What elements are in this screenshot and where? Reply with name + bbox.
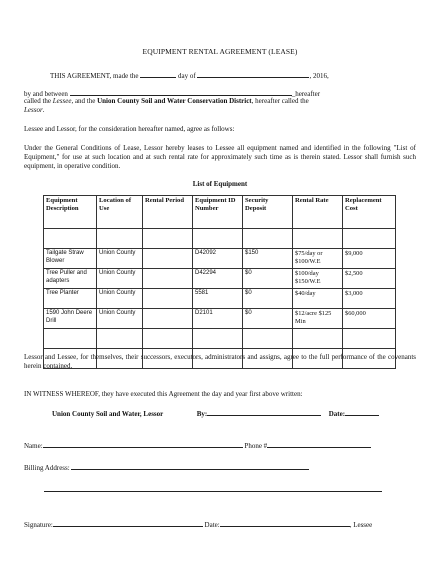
header-equipment-id: Equipment ID Number (193, 196, 243, 229)
list-of-equipment-title: List of Equipment (192, 180, 248, 188)
table-cell[interactable]: $9,000 (343, 249, 396, 269)
header-replacement-cost: Replacement Cost (343, 196, 396, 229)
table-row (44, 329, 396, 349)
table-cell[interactable]: Tree Planter (44, 289, 97, 309)
billing-address-row (24, 462, 416, 473)
table-row (44, 289, 396, 309)
billing-address-field[interactable] (71, 462, 309, 470)
lessor-date-field[interactable] (345, 408, 379, 416)
table-cell[interactable] (193, 329, 243, 349)
table-cell[interactable]: Union County (97, 309, 143, 329)
phone-label: Phone # (244, 442, 268, 450)
year-text: , 2016, (309, 72, 329, 80)
lessor-signature-row (52, 408, 440, 419)
successors-paragraph: Lessor and Lessee, for themselves, their successors, executors, administrators and assigns, agree to the full performance of the covenants herein contained. (24, 353, 416, 370)
lessee-signature-row (24, 519, 416, 530)
lessor-term: Lessor (24, 106, 43, 114)
lessee-term: Lessee (52, 97, 72, 105)
table-cell[interactable]: 1590 John Deere Drill (44, 309, 97, 329)
consideration-paragraph: Lessee and Lessor, for the consideration hereafter named, agree as follows: (24, 125, 235, 133)
table-cell[interactable] (193, 229, 243, 249)
table-cell[interactable]: $40/day (293, 289, 343, 309)
table-cell[interactable]: 5581 (193, 289, 243, 309)
name-label: Name: (24, 442, 43, 450)
hereafter-text: _hereafter (291, 90, 321, 98)
table-cell[interactable] (293, 229, 343, 249)
table-cell[interactable] (143, 269, 193, 289)
by-label: By: (196, 410, 208, 418)
table-cell[interactable] (143, 229, 193, 249)
table-cell[interactable]: $75/day or $100/W.E (293, 249, 343, 269)
table-cell[interactable]: $12/acre $125 Min (293, 309, 343, 329)
lessee-name-field[interactable] (70, 88, 292, 96)
table-cell[interactable]: $0 (243, 269, 293, 289)
equipment-table (43, 195, 396, 369)
table-row (44, 249, 396, 269)
header-security-deposit: Security Deposit (243, 196, 293, 229)
lessor-label: Union County Soil and Water, Lessor (52, 410, 164, 418)
table-row (44, 309, 396, 329)
table-row (44, 269, 396, 289)
table-cell[interactable] (143, 329, 193, 349)
header-location-of-use: Location of Use (97, 196, 143, 229)
table-cell[interactable] (143, 309, 193, 329)
table-cell[interactable] (44, 329, 97, 349)
lessee-label: , Lessee (349, 521, 373, 529)
day-field[interactable] (140, 70, 176, 78)
this-agreement-text: THIS AGREEMENT, made the (50, 72, 139, 80)
table-cell[interactable]: $0 (243, 309, 293, 329)
conditions-paragraph: Under the General Conditions of Lease, Lessor hereby leases to Lessee all equipment named and identified in the following "List of Equipment," for use at such location and at such rental rate for approximately such time as is therein stated. Lessor shall furnish such equipment, in operative condition. (24, 144, 416, 170)
header-rental-period: Rental Period (143, 196, 193, 229)
table-cell[interactable] (343, 229, 396, 249)
table-cell[interactable] (293, 329, 343, 349)
table-cell[interactable]: $0 (243, 289, 293, 309)
table-cell[interactable]: D42294 (193, 269, 243, 289)
phone-field[interactable] (267, 440, 371, 448)
table-cell[interactable] (97, 229, 143, 249)
lessee-signature-field[interactable] (53, 519, 203, 527)
table-cell[interactable] (97, 329, 143, 349)
table-cell[interactable]: $3,000 (343, 289, 396, 309)
table-cell[interactable] (143, 289, 193, 309)
table-cell[interactable]: $100/day $150/W.E (293, 269, 343, 289)
parties-line-2: called the Lessee, and the Union County Soil and Water Conservation District, hereafter called the (24, 97, 309, 105)
table-cell[interactable]: $60,000 (343, 309, 396, 329)
lessee-date-field[interactable] (220, 519, 350, 527)
by-and-between-text: by and between (24, 90, 68, 98)
header-rental-rate: Rental Rate (293, 196, 343, 229)
district-name: Union County Soil and Water Conservation District (97, 97, 252, 105)
lessee-date-label: Date: (204, 521, 220, 529)
agreement-date-line (50, 70, 440, 81)
billing-address-label: Billing Address: (24, 464, 70, 472)
table-cell[interactable] (143, 249, 193, 269)
table-cell[interactable] (243, 229, 293, 249)
name-field[interactable] (43, 440, 243, 448)
table-cell[interactable]: Tree Puller and adapters (44, 269, 97, 289)
table-cell[interactable]: Union County (97, 289, 143, 309)
table-cell[interactable]: $2,500 (343, 269, 396, 289)
month-field[interactable] (197, 70, 309, 78)
billing-address-field-2[interactable] (44, 484, 382, 492)
table-cell[interactable] (343, 329, 396, 349)
table-header-row (44, 196, 396, 229)
header-equipment-description: Equipment Description (44, 196, 97, 229)
document-title: EQUIPMENT RENTAL AGREEMENT (LEASE) (142, 47, 298, 56)
parties-line-3: Lessor. (24, 106, 45, 114)
witness-paragraph: IN WITNESS WHEREOF, they have executed this Agreement the day and year first above written: (24, 390, 303, 398)
name-phone-row (24, 440, 416, 451)
table-cell[interactable]: Tailgate Straw Blower (44, 249, 97, 269)
table-cell[interactable]: Union County (97, 269, 143, 289)
table-row (44, 229, 396, 249)
table-cell[interactable]: Union County (97, 249, 143, 269)
table-cell[interactable]: D2101 (193, 309, 243, 329)
day-of-text: day of (178, 72, 196, 80)
signature-label: Signature: (24, 521, 53, 529)
table-cell[interactable]: $150 (243, 249, 293, 269)
table-cell[interactable] (243, 329, 293, 349)
lessor-signature-field[interactable] (207, 408, 321, 416)
table-cell[interactable] (44, 229, 97, 249)
table-cell[interactable]: D42092 (193, 249, 243, 269)
lessor-date-label: Date: (328, 410, 346, 418)
